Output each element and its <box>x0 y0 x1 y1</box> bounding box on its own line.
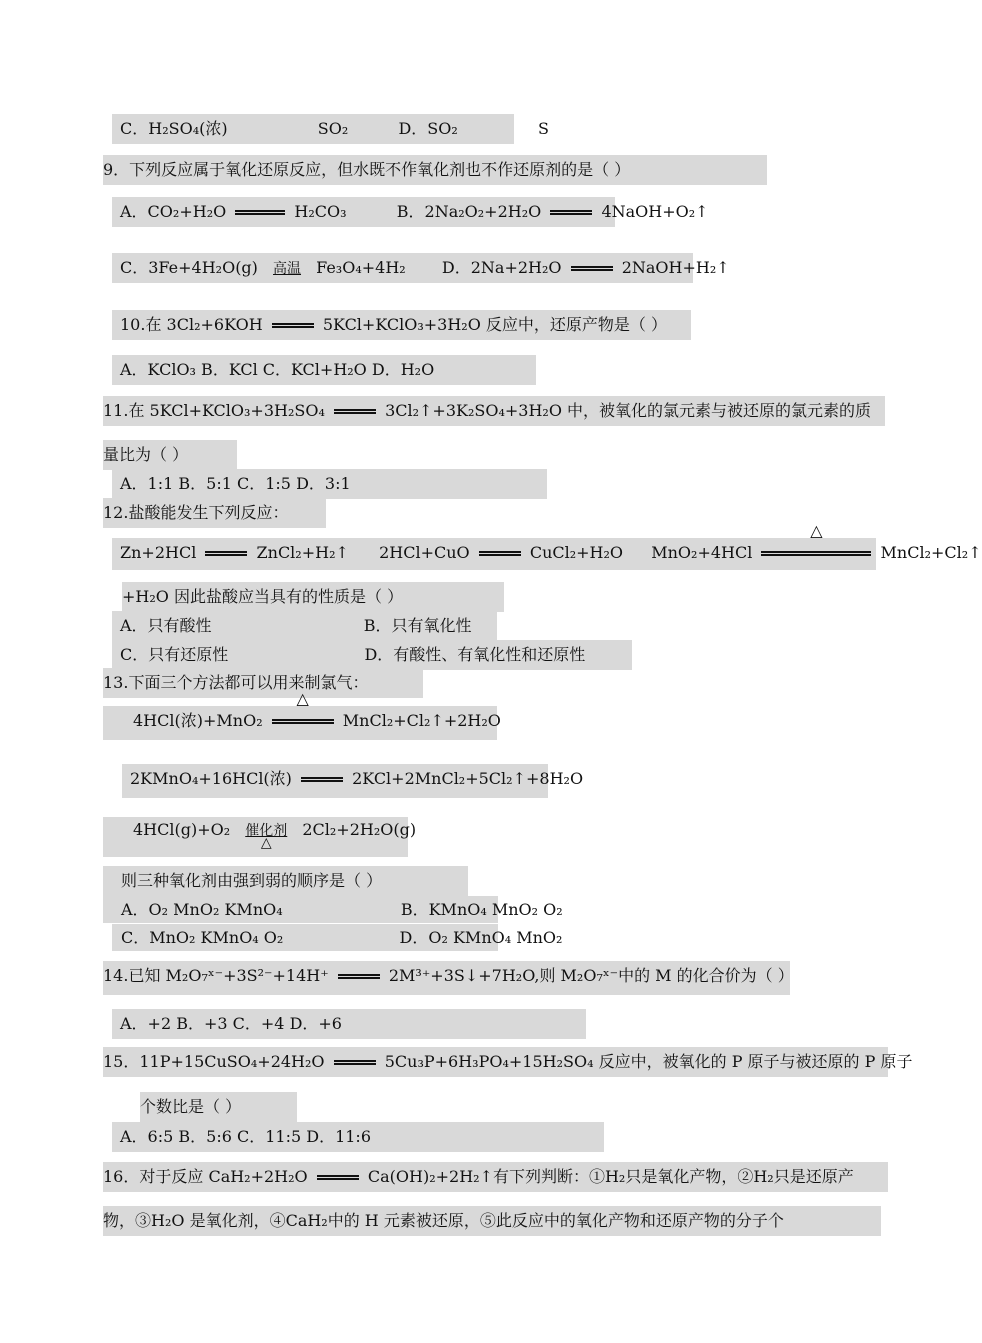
q11-stem-cont-text: 量比为（ ） <box>103 445 189 464</box>
equal-sign-icon <box>761 551 871 556</box>
equal-sign-icon <box>272 323 314 328</box>
q13-option-b: B．KMnO₄ MnO₂ O₂ <box>400 900 563 919</box>
q9-a-right: H₂CO₃ <box>294 202 347 221</box>
q9-c-left: C．3Fe+4H₂O(g) <box>120 258 258 277</box>
q15-stem-cont-text: 个数比是（ ） <box>140 1097 242 1116</box>
q13-stem <box>103 668 423 698</box>
q16-stem-cont-text: 物，③H₂O 是氧化剂，④CaH₂中的 H 元素被还原，⑤此反应中的氧化产物和还原产物的分子个 <box>103 1211 784 1230</box>
q8-option-d-product: S <box>537 119 549 138</box>
reversible-sign-icon <box>235 210 285 215</box>
q13-r3-condition <box>235 817 297 851</box>
q9-stem-text: 9．下列反应属于氧化还原反应，但水既不作氧化剂也不作还原剂的是（ ） <box>103 160 631 179</box>
equal-sign-icon <box>571 266 613 271</box>
q9-d-right: 2NaOH+H₂↑ <box>621 258 730 277</box>
q14-stem-right: 2M³⁺+3S↓+7H₂O,则 M₂O₇ˣ⁻中的 M 的化合价为（ ） <box>388 966 794 985</box>
q10-options-text: A．KClO₃ B．KCl C．KCl+H₂O D．H₂O <box>120 360 435 379</box>
q9-options-cd <box>112 253 730 283</box>
q14-options-text: A．+2 B．+3 C．+4 D．+6 <box>120 1014 342 1033</box>
q9-c-condition: 高温 <box>273 261 302 277</box>
q13-r1-right: MnCl₂+Cl₂↑+2H₂O <box>342 711 501 730</box>
q13-r1-left: 4HCl(浓)+MnO₂ <box>133 711 263 730</box>
q12-option-b: B．只有氧化性 <box>363 616 472 635</box>
q13-r1-condition <box>268 689 338 736</box>
q12-option-a: A．只有酸性 <box>120 616 212 635</box>
q13-question <box>103 866 468 896</box>
q13-option-a: A．O₂ MnO₂ KMnO₄ <box>121 900 283 919</box>
q9-options-ab <box>112 197 709 227</box>
q8-option-c-product: SO₂ <box>317 119 349 138</box>
q9-c-right: Fe₃O₄+4H₂ <box>316 258 406 277</box>
q12-r3-condition <box>757 521 875 568</box>
q15-stem-right: 5Cu₃P+6H₃PO₄+15H₂SO₄ 反应中，被氧化的 P 原子与被还原的 P 原子 <box>384 1052 913 1071</box>
equal-sign-icon <box>317 1175 359 1180</box>
equal-sign-icon <box>301 777 343 782</box>
q16-stem-left: 16．对于反应 CaH₂+2H₂O <box>103 1167 308 1186</box>
q12-r3-right: MnCl₂+Cl₂↑ <box>880 543 982 562</box>
q13-options-cd <box>112 924 563 951</box>
equal-sign-icon <box>338 974 380 979</box>
q10-stem <box>112 310 691 340</box>
equal-sign-icon <box>205 551 247 556</box>
q14-stem-left: 14.已知 M₂O₇ˣ⁻+3S²⁻+14H⁺ <box>103 966 329 985</box>
q13-r2-left: 2KMnO₄+16HCl(浓) <box>130 769 292 788</box>
q12-cont-text: +H₂O 因此盐酸应当具有的性质是（ ） <box>122 587 404 606</box>
q12-reactions <box>112 521 982 570</box>
q15-stem-cont <box>140 1092 297 1122</box>
q10-options <box>112 355 536 385</box>
q14-stem <box>103 961 794 995</box>
q16-stem-right: Ca(OH)₂+2H₂↑有下列判断：①H₂只是氧化产物，②H₂只是还原产 <box>367 1167 854 1186</box>
q13-reaction-2 <box>122 764 584 798</box>
q11-options <box>112 469 547 499</box>
q8-option-d: D．SO₂ <box>398 119 458 138</box>
q12-cont <box>122 582 504 612</box>
q12-r1-right: ZnCl₂+H₂↑ <box>256 543 349 562</box>
q15-stem <box>103 1047 913 1077</box>
q16-stem <box>103 1162 888 1192</box>
q13-reaction-1 <box>103 689 501 740</box>
q12-option-d: D．有酸性、有氧化性和还原性 <box>364 645 586 664</box>
q11-stem <box>103 396 885 426</box>
q9-b-right: 4NaOH+O₂↑ <box>601 202 709 221</box>
q16-stem-cont <box>103 1206 881 1236</box>
q9-d-left: D．2Na+2H₂O <box>441 258 562 277</box>
q11-stem-cont <box>103 440 237 470</box>
equal-sign-icon <box>334 1060 376 1065</box>
q12-stem <box>103 498 326 528</box>
q15-stem-left: 15．11P+15CuSO₄+24H₂O <box>103 1052 325 1071</box>
q13-r2-right: 2KCl+2MnCl₂+5Cl₂↑+8H₂O <box>352 769 584 788</box>
q9-stem <box>103 155 767 185</box>
q12-r3-left: MnO₂+4HCl <box>651 543 753 562</box>
q14-options <box>112 1009 586 1039</box>
equal-sign-icon <box>272 719 334 724</box>
q8-option-c: C．H₂SO₄(浓) <box>120 119 228 138</box>
q12-r1-left: Zn+2HCl <box>120 543 197 562</box>
q13-reaction-3 <box>103 817 417 857</box>
q10-stem-right: 5KCl+KClO₃+3H₂O 反应中，还原产物是（ ） <box>322 315 667 334</box>
equal-sign-icon <box>334 409 376 414</box>
heat-triangle-icon: △ <box>260 835 272 851</box>
q13-r3-catalyst: 催化剂 <box>245 823 288 839</box>
q8-options-cd <box>112 114 549 144</box>
equal-sign-icon <box>479 551 521 556</box>
equal-sign-icon <box>550 210 592 215</box>
q9-a-left: A．CO₂+H₂O <box>120 202 227 221</box>
q11-stem-right: 3Cl₂↑+3K₂SO₄+3H₂O 中，被氧化的氯元素与被还原的氯元素的质 <box>385 401 872 420</box>
q12-options-ab <box>112 611 497 641</box>
q12-option-c: C．只有还原性 <box>120 645 229 664</box>
q15-options <box>112 1122 604 1152</box>
q13-option-d: D．O₂ KMnO₄ MnO₂ <box>399 928 563 947</box>
q11-options-text: A．1:1 B．5:1 C．1:5 D．3:1 <box>120 474 351 493</box>
q12-options-cd <box>112 640 632 670</box>
q13-r3-left: 4HCl(g)+O₂ <box>133 820 231 839</box>
q13-r3-right: 2Cl₂+2H₂O(g) <box>302 820 417 839</box>
q15-options-text: A．6:5 B．5:6 C．11:5 D．11:6 <box>120 1127 372 1146</box>
q9-b-left: B．2Na₂O₂+2H₂O <box>396 202 542 221</box>
q13-options-ab <box>103 896 563 923</box>
q13-question-text: 则三种氧化剂由强到弱的顺序是（ ） <box>121 871 383 890</box>
q10-stem-left: 10.在 3Cl₂+6KOH <box>120 315 263 334</box>
q13-option-c: C．MnO₂ KMnO₄ O₂ <box>121 928 284 947</box>
heat-triangle-icon: △ <box>810 521 823 540</box>
q12-r2-left: 2HCl+CuO <box>379 543 470 562</box>
q13-stem-text: 13.下面三个方法都可以用来制氯气： <box>103 673 369 692</box>
q12-stem-text: 12.盐酸能发生下列反应： <box>103 503 289 522</box>
q12-r2-right: CuCl₂+H₂O <box>529 543 624 562</box>
q11-stem-left: 11.在 5KCl+KClO₃+3H₂SO₄ <box>103 401 325 420</box>
heat-triangle-icon: △ <box>296 689 309 708</box>
